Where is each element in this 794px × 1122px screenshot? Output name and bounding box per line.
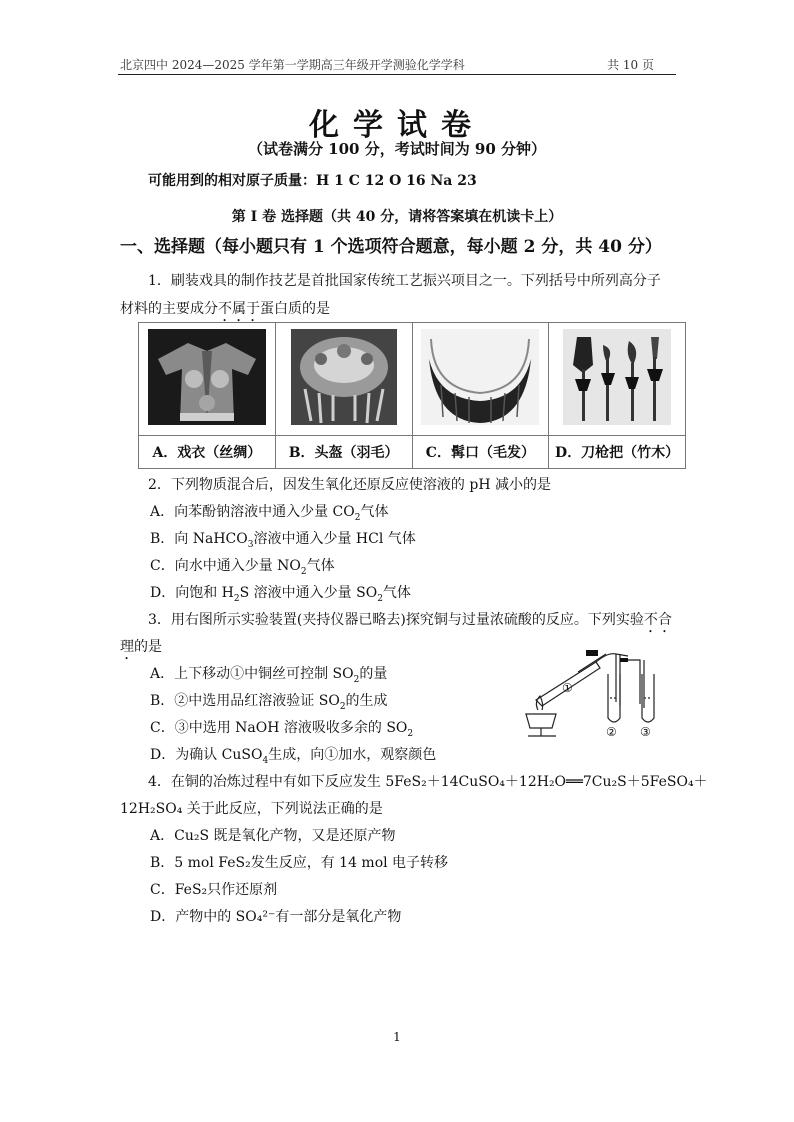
- q1-stem-line1: 1．刷装戏具的制作技艺是首批国家传统工艺振兴项目之一。下列括号中所列高分子: [148, 273, 661, 289]
- q1-options-table: [138, 322, 686, 469]
- q2-stem: 2．下列物质混合后，因发生氧化还原反应使溶液的 pH 减小的是: [148, 477, 551, 493]
- header-page-count: 共 10 页: [607, 58, 654, 72]
- header-exam-info: 北京四中 2024—2025 学年第一学期高三年级开学测验化学学科: [120, 58, 465, 72]
- q2-option-d: D．向饱和 $H_2S$ 溶液中通入少量 $SO_2$气体: [150, 585, 411, 604]
- q1-image-cell-c: [412, 323, 549, 436]
- q4-stem-line1: 4．在铜的冶炼过程中有如下反应发生 5FeS₂＋14CuSO₄＋12H₂O══7Cu₂S＋5FeSO₄＋: [148, 774, 708, 790]
- q3-fig-label-3: ③: [640, 725, 651, 739]
- atomic-masses: 可能用到的相对原子质量：H 1 C 12 O 16 Na 23: [148, 173, 477, 189]
- q3-stem-line2: 理的是: [120, 639, 162, 655]
- exam-subtitle: （试卷满分 100 分，考试时间为 90 分钟）: [247, 140, 547, 158]
- q3-option-c: C．③中选用 NaOH 溶液吸收多余的 $SO_2$: [150, 720, 414, 739]
- q2-option-c: C．向水中通入少量 $NO_2$气体: [150, 558, 335, 577]
- q4-option-c: C．FeS₂只作还原剂: [150, 882, 278, 898]
- q1-option-b: B．头盔（羽毛）: [275, 436, 412, 469]
- weapons-photo: [563, 329, 671, 425]
- q4-option-a: A．Cu₂S 既是氧化产物，又是还原产物: [150, 828, 396, 844]
- q4-stem-line2: 12H₂SO₄ 关于此反应，下列说法正确的是: [120, 801, 383, 817]
- q1-stem-line2: 材料的主要成分不属于蛋白质的是: [120, 301, 330, 317]
- q2-option-a: A．向苯酚钠溶液中通入少量 $CO_2$气体: [150, 504, 389, 523]
- q3-stem-line1: 3．用右图所示实验装置(夹持仪器已略去)探究铜与过量浓硫酸的反应。下列实验不合: [148, 612, 672, 628]
- page-title: 化学试卷: [309, 108, 485, 143]
- q1-image-cell-d: [549, 323, 686, 436]
- q3-fig-label-2: ②: [606, 725, 617, 739]
- q1-emphasis: 不属于: [218, 301, 260, 317]
- q3-emphasis-2: 理: [120, 639, 134, 655]
- page-number: 1: [393, 1030, 401, 1044]
- q1-image-cell-b: [275, 323, 412, 436]
- q1-image-cell-a: [139, 323, 276, 436]
- robe-photo: [148, 329, 266, 425]
- page-header: [118, 56, 676, 75]
- q1-option-c: C．髯口（毛发）: [412, 436, 549, 469]
- q3-fig-label-1: ①: [562, 681, 573, 695]
- q3-emphasis-1: 不合: [643, 612, 672, 628]
- q1-option-d: D．刀枪把（竹木）: [549, 436, 686, 469]
- q2-option-b: B．向 NaHCO$_3$溶液中通入少量 HCl 气体: [150, 531, 416, 550]
- q1-option-a: A．戏衣（丝绸）: [139, 436, 276, 469]
- q3-option-b: B．②中选用品红溶液验证 $SO_2$的生成: [150, 693, 388, 712]
- q4-option-d: D．产物中的 SO₄²⁻有一部分是氧化产物: [150, 909, 402, 925]
- helmet-photo: [291, 329, 397, 425]
- part1-heading: 第 I 卷 选择题（共 40 分，请将答案填在机读卡上）: [231, 209, 563, 225]
- q3-option-d: D．为确认 CuSO$_4$生成，向①加水，观察颜色: [150, 747, 437, 766]
- beard-photo: [421, 329, 539, 425]
- q3-option-a: A．上下移动①中铜丝可控制 $SO_2$的量: [150, 666, 388, 685]
- q3-apparatus-diagram: [516, 648, 666, 740]
- q4-option-b: B．5 mol FeS₂发生反应，有 14 mol 电子转移: [150, 855, 449, 871]
- section-heading: 一、选择题（每小题只有 1 个选项符合题意，每小题 2 分，共 40 分）: [120, 237, 662, 257]
